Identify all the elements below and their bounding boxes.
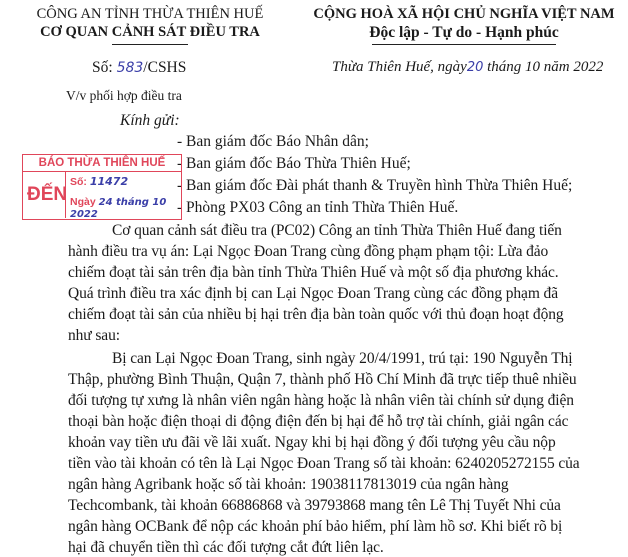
paragraph-1-line-6: như sau: [68,327,120,344]
date-day-handwritten: 20 [466,60,484,75]
nation-title: CỘNG HOÀ XÃ HỘI CHỦ NGHĨA VIỆT NAM [313,6,615,22]
doc-no-handwritten: 583 [116,60,144,76]
paragraph-2-line-6: tiền vào tài khoản có tên là Lại Ngọc Đoan Trang số tài khoản: 6240205272155 của [68,455,580,472]
document-number [92,59,186,77]
stamp-number-line [70,175,128,188]
paragraph-2-line-10: hại đã chuyển tiền thì các đối tượng cắt đứt liên lạc. [68,539,384,556]
stamp-so-value: 11472 [89,175,129,188]
recipient-3: - Ban giám đốc Đài phát thanh & Truyền hình Thừa Thiên Huế; [177,177,573,194]
agency-underline [112,44,188,45]
agency-parent: CÔNG AN TỈNH THỪA THIÊN HUẾ [36,6,264,22]
paragraph-1-line-5: chiếm đoạt tài sản của nhiều bị hại trên địa bàn toàn quốc với thủ đoạn hoạt động [68,306,564,323]
doc-no-prefix: Số: [92,59,113,76]
agency-name: CƠ QUAN CẢNH SÁT ĐIỀU TRA [40,24,260,40]
stamp-date-value: 24 tháng 10 2022 [70,197,167,220]
stamp-so-label: Số: [70,176,87,188]
paragraph-1-line-4: Quá trình điều tra xác định bị can Lại Ngọc Đoan Trang cùng các đồng phạm đã [68,285,558,302]
paragraph-2-line-1: Bị can Lại Ngọc Đoan Trang, sinh ngày 20/4/1991, trú tại: 190 Nguyễn Thị [112,350,573,367]
received-stamp [22,154,182,220]
stamp-title: BÁO THỪA THIÊN HUẾ [23,155,181,172]
paragraph-2-line-9: ngân hàng OCBank để nộp các khoản phí bảo hiểm, phí làm hồ sơ. Khi biết rõ bị [68,518,563,535]
paragraph-2-line-2: Thập, phường Bình Thuận, Quận 7, thành phố Hồ Chí Minh đã trực tiếp thuê nhiều [68,371,577,388]
date-prefix: Thừa Thiên Huế, ngày [332,59,467,75]
recipient-4: - Phòng PX03 Công an tỉnh Thừa Thiên Huế. [177,199,459,216]
recipient-1: - Ban giám đốc Báo Nhân dân; [177,133,369,150]
stamp-date-line [70,196,181,220]
stamp-den-label: ĐẾN [27,184,68,205]
paragraph-2-line-4: thoại bàn hoặc điện thoại di động điện đến bị hại để hỗ trợ tài chính, giải ngân các [68,413,569,430]
subject-line: V/v phối hợp điều tra [66,88,182,103]
stamp-date-label: Ngày [70,196,96,208]
paragraph-2-line-3: đối tượng tự xưng là nhân viên ngân hàng hoặc là nhân viên tài chính sử dụng điện [68,392,574,409]
motto-underline [372,44,556,45]
date-suffix: tháng 10 năm 2022 [487,59,604,75]
greeting: Kính gửi: [120,112,180,129]
doc-no-suffix: /CSHS [143,59,187,76]
paragraph-2-line-7: ngân hàng Agribank hoặc số tài khoản: 19038117813019 của ngân hàng [68,476,509,493]
paragraph-1-line-3: chiếm đoạt tài sản trên địa bàn tỉnh Thừa Thiên Huế và một số địa phương khác. [68,264,559,281]
paragraph-1-line-2: hành điều tra vụ án: Lại Ngọc Đoan Trang cùng đồng phạm phạm tội: Lừa đảo [68,243,549,260]
paragraph-2-line-8: Techcombank, tài khoản 66886868 và 39793868 mang tên Lê Thị Tuyết Nhi của [68,497,561,514]
date-line [332,59,603,76]
motto: Độc lập - Tự do - Hạnh phúc [369,24,559,41]
paragraph-1-line-1: Cơ quan cảnh sát điều tra (PC02) Công an tỉnh Thừa Thiên Huế đang tiến [112,222,562,239]
paragraph-2-line-5: khoản vay tiền ưu đãi về lãi xuất. Ngay khi bị hại đồng ý đối tượng yêu cầu nộp [68,434,556,451]
stamp-divider [65,172,66,218]
recipient-2: - Ban giám đốc Báo Thừa Thiên Huế; [177,155,411,172]
